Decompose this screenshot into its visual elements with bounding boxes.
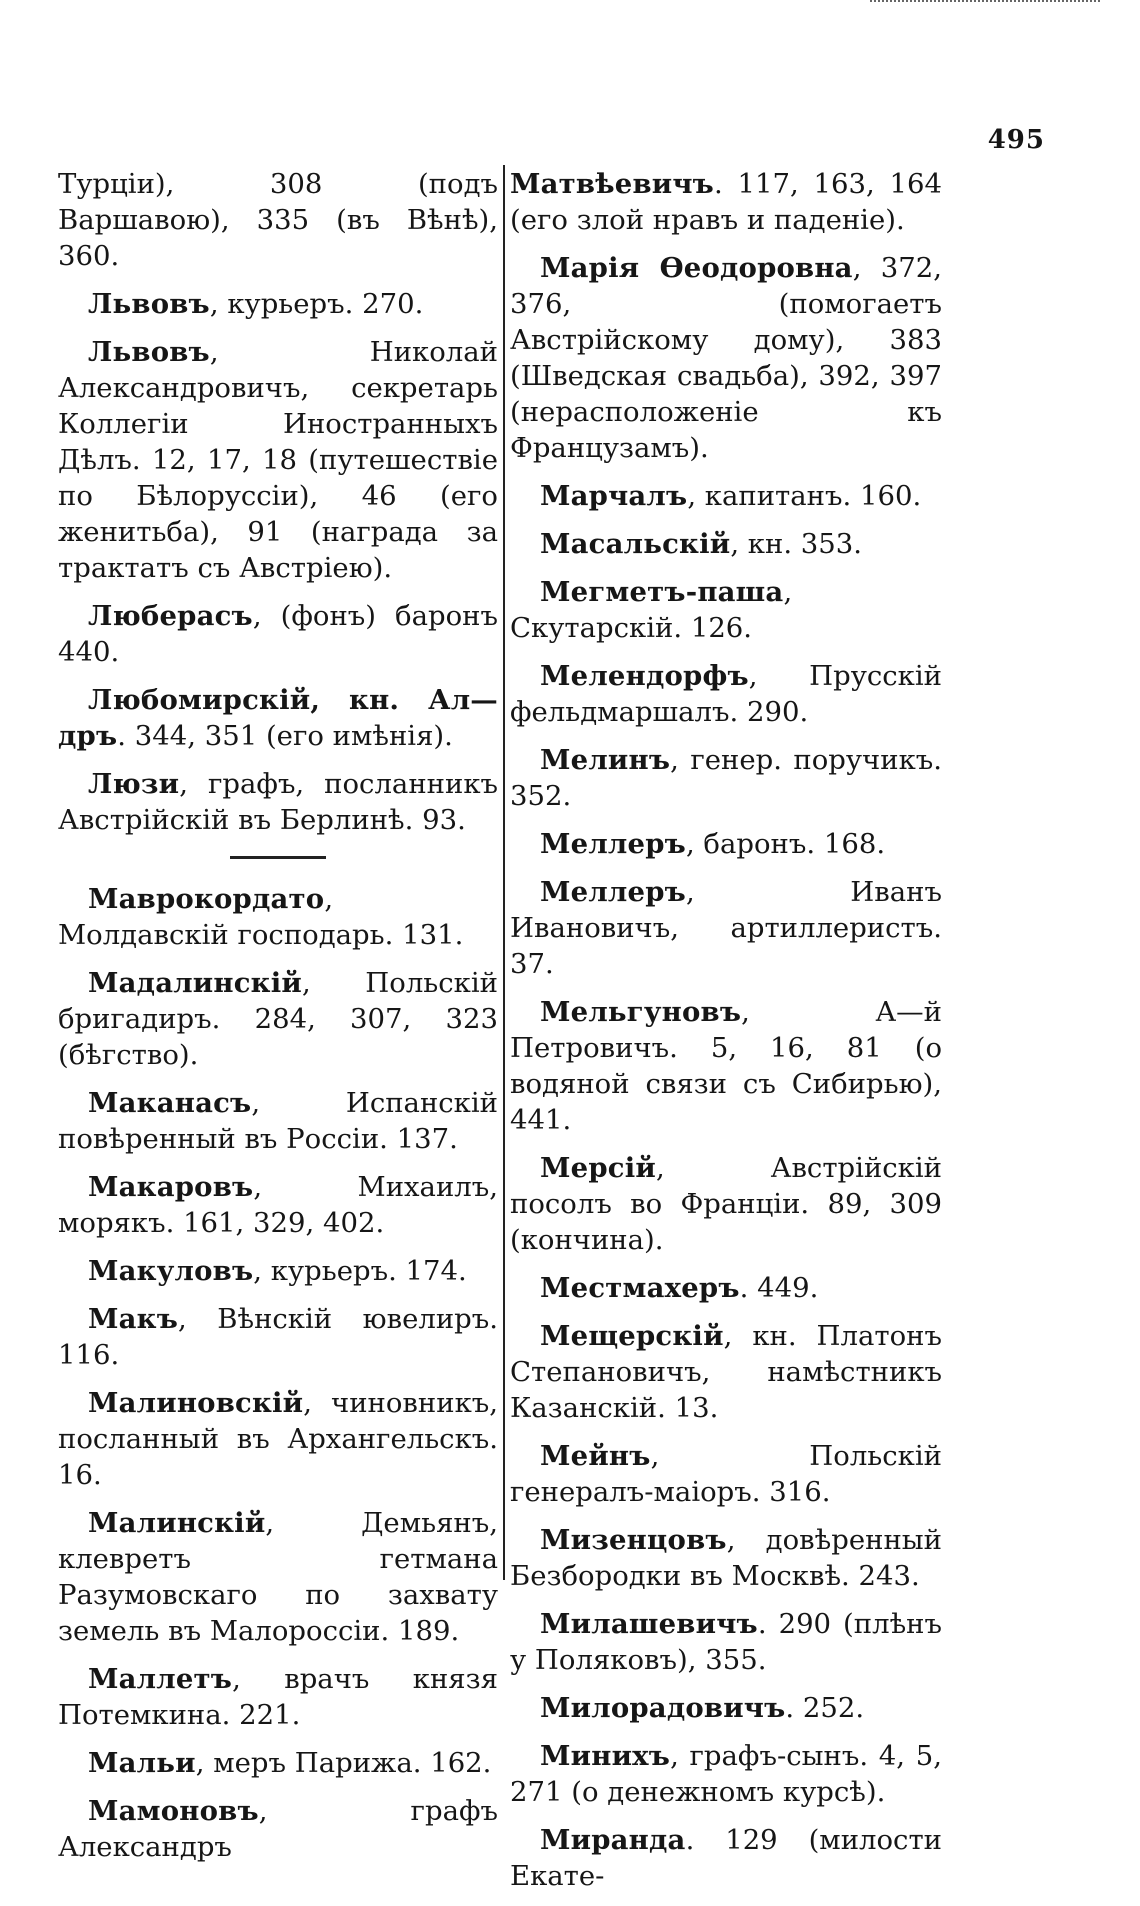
entry-text: , Скутарскій. 126. <box>510 576 793 644</box>
entry-name: Мадалинскій <box>88 967 302 999</box>
index-entry <box>510 826 942 862</box>
column-divider <box>503 165 505 1580</box>
index-entry <box>510 526 942 562</box>
index-entry <box>510 1270 942 1306</box>
entry-text: , курьеръ. 174. <box>253 1255 467 1287</box>
entry-name: Миранда <box>540 1824 686 1856</box>
index-entry <box>510 994 942 1138</box>
entry-text: , Николай Александровичъ, секретарь Коллегіи Иностранныхъ Дѣлъ. 12, 17, 18 (путешествіе по Бѣлоруссіи), 46 (его женитьба), 91 (награда за трактатъ съ Австріею). <box>58 336 498 584</box>
entry-name: Маврокордато <box>88 883 325 915</box>
entry-text: , Вѣнскій ювелиръ. 116. <box>58 1303 498 1371</box>
entry-name: Милорадовичъ <box>540 1692 786 1724</box>
entry-name: Макуловъ <box>88 1255 254 1287</box>
entry-name: Марія Ѳеодоровна <box>540 252 853 284</box>
entry-name: Мелендорфъ <box>540 660 749 692</box>
index-entry <box>510 574 942 646</box>
entry-text: , Польскій генералъ-маіоръ. 316. <box>510 1440 942 1508</box>
entry-name: Малинскій <box>88 1507 266 1539</box>
entry-text: , врачъ князя Потемкина. 221. <box>58 1663 498 1731</box>
index-entry <box>510 1438 942 1510</box>
index-entry <box>58 1793 498 1865</box>
entry-text: , кн. 353. <box>730 528 863 560</box>
left-column <box>58 166 498 1877</box>
index-entry <box>58 1661 498 1733</box>
entry-text: , Михаилъ, морякъ. 161, 329, 402. <box>58 1171 498 1239</box>
entry-text: . 117, 163, 164 (его злой нравъ и паденіе). <box>510 168 942 236</box>
index-entry <box>58 881 498 953</box>
entry-text: , меръ Парижа. 162. <box>195 1747 492 1779</box>
entry-text: , довѣренный Безбородки въ Москвѣ. 243. <box>510 1524 942 1592</box>
page-edge-mark <box>870 0 1100 6</box>
index-entry <box>58 1169 498 1241</box>
index-entry <box>58 1253 498 1289</box>
entry-name: Мамоновъ <box>88 1795 259 1827</box>
index-entry <box>58 1505 498 1649</box>
entry-name: Люберасъ <box>88 600 253 632</box>
entry-text: , Австрійскій посолъ во Франціи. 89, 309 (кончина). <box>510 1152 942 1256</box>
entry-text: . 129 (милости Екате- <box>510 1824 942 1892</box>
entry-name: Милашевичъ <box>540 1608 758 1640</box>
index-entry <box>58 334 498 586</box>
entry-name: Маллетъ <box>88 1663 233 1695</box>
entry-name: Мельгуновъ <box>540 996 742 1028</box>
index-entry <box>510 658 942 730</box>
index-entry <box>58 1385 498 1493</box>
entry-name: Меллеръ <box>540 828 686 860</box>
entry-text: , кн. Платонъ Степановичъ, намѣстникъ Казанскій. 13. <box>510 1320 942 1424</box>
entry-text: , Иванъ Ивановичъ, артиллеристъ. 37. <box>510 876 942 980</box>
entry-text: , генер. поручикъ. 352. <box>510 744 942 812</box>
entry-text: . 344, 351 (его имѣнія). <box>117 720 453 752</box>
entry-text: . 252. <box>785 1692 865 1724</box>
entry-name: Любомирскій, кн. Ал—дръ <box>58 684 498 752</box>
entry-name: Мизенцовъ <box>540 1524 727 1556</box>
entry-name: Люзи <box>88 768 180 800</box>
entry-text: , баронъ. 168. <box>685 828 886 860</box>
entry-name: Местмахеръ <box>540 1272 740 1304</box>
section-divider <box>230 856 326 859</box>
entry-name: Малиновскій <box>88 1387 304 1419</box>
index-entry <box>510 250 942 466</box>
right-column <box>510 166 942 1906</box>
index-entry <box>58 1745 498 1781</box>
index-entry <box>510 1522 942 1594</box>
index-entry <box>510 1150 942 1258</box>
index-entry <box>58 598 498 670</box>
entry-name: Мальи <box>88 1747 196 1779</box>
index-entry <box>510 166 942 238</box>
index-entry <box>58 766 498 838</box>
entry-name: Мерсій <box>540 1152 656 1184</box>
entry-text: , курьеръ. 270. <box>209 288 424 320</box>
index-entry <box>58 166 498 274</box>
entry-name: Минихъ <box>540 1740 671 1772</box>
index-entry <box>510 1318 942 1426</box>
index-entry <box>510 1606 942 1678</box>
entry-text: , (фонъ) баронъ 440. <box>58 600 498 668</box>
entry-name: Макаровъ <box>88 1171 254 1203</box>
index-entry <box>58 286 498 322</box>
index-entry <box>510 478 942 514</box>
entry-text: , Демьянъ, клевретъ гетмана Разумовскаго по захвату земель въ Малороссіи. 189. <box>58 1507 498 1647</box>
entry-text: , Испанскій повѣренный въ Россіи. 137. <box>58 1087 498 1155</box>
entry-text: , Молдавскій господарь. 131. <box>58 883 464 951</box>
index-entry <box>58 965 498 1073</box>
index-entry <box>510 1690 942 1726</box>
entry-text: . 290 (плѣнъ у Поляковъ), 355. <box>510 1608 942 1676</box>
entry-name: Мелинъ <box>540 744 671 776</box>
entry-name: Мейнъ <box>540 1440 651 1472</box>
entry-name: Львовъ <box>88 336 210 368</box>
entry-text: . 449. <box>739 1272 819 1304</box>
entry-text: , чиновникъ, посланный въ Архангельскъ. 16. <box>58 1387 498 1491</box>
page-number: 495 <box>987 125 1045 155</box>
entry-text: , Прусскій фельдмаршалъ. 290. <box>510 660 942 728</box>
index-entry <box>510 874 942 982</box>
entry-name: Матвѣевичъ <box>510 168 714 200</box>
entry-name: Маканасъ <box>88 1087 252 1119</box>
entry-text: , графъ, посланникъ Австрійскій въ Берлинѣ. 93. <box>58 768 498 836</box>
entry-text: , А—й Петровичъ. 5, 16, 81 (о водяной связи съ Сибирью), 441. <box>510 996 942 1136</box>
index-entry <box>58 1085 498 1157</box>
entry-name: Макъ <box>88 1303 179 1335</box>
entry-text: , графъ Александръ <box>58 1795 498 1863</box>
entry-text: Турціи), 308 (подъ Варшавою), 335 (въ Вѣнѣ), 360. <box>58 168 498 272</box>
entry-text: , капитанъ. 160. <box>687 480 922 512</box>
entry-name: Меллеръ <box>540 876 686 908</box>
entry-text: , Польскій бригадиръ. 284, 307, 323 (бѣгство). <box>58 967 498 1071</box>
index-entry <box>58 1301 498 1373</box>
entry-text: , 372, 376, (помогаетъ Австрійскому дому), 383 (Шведская свадьба), 392, 397 (нерасположеніе къ Французамъ). <box>510 252 942 464</box>
index-entry <box>510 1822 942 1894</box>
entry-name: Марчалъ <box>540 480 688 512</box>
entry-name: Масальскій <box>540 528 731 560</box>
index-entry <box>58 682 498 754</box>
index-entry <box>510 1738 942 1810</box>
entry-name: Мещерскій <box>540 1320 724 1352</box>
index-entry <box>510 742 942 814</box>
entry-name: Львовъ <box>88 288 210 320</box>
entry-text: , графъ-сынъ. 4, 5, 271 (о денежномъ курсѣ). <box>510 1740 942 1808</box>
entry-name: Мегметъ-паша <box>540 576 784 608</box>
